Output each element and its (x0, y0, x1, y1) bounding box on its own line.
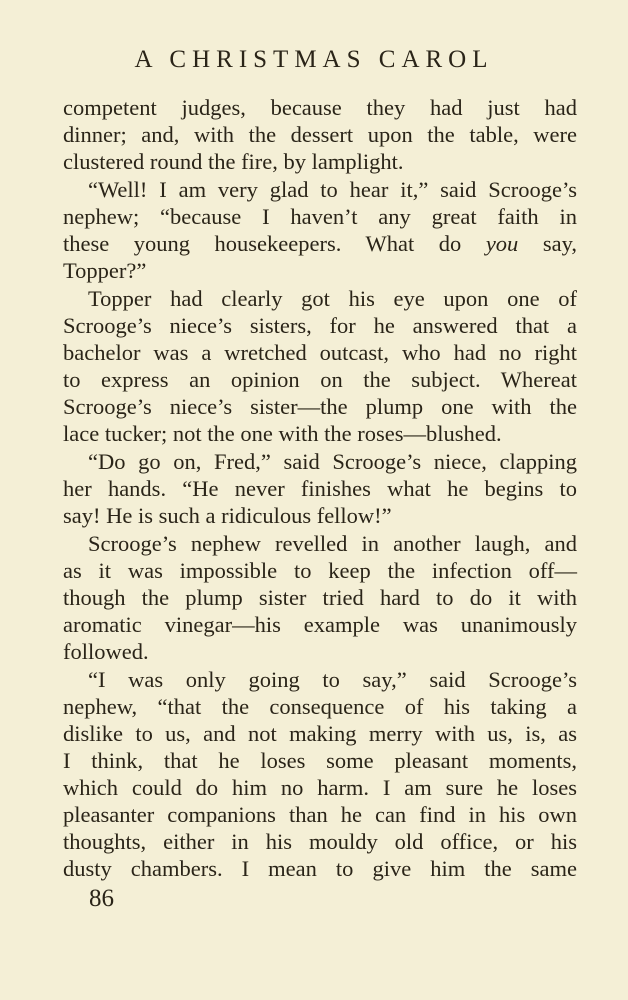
text-line: Topper?” (63, 258, 147, 283)
text-segment: these young housekeepers. What do (63, 231, 462, 256)
text-line: nephew; “because I haven’t any great faith in (63, 204, 577, 229)
text-line: aromatic vinegar—his example was unanimously (63, 612, 577, 637)
text-line: pleasanter companions than he can find in his own (63, 802, 577, 827)
text-line: say! He is such a ridiculous fellow!” (63, 503, 392, 528)
text-line: Topper had clearly got his eye upon one of (88, 286, 577, 311)
page-number: 86 (89, 885, 114, 912)
text-line: Scrooge’s nephew revelled in another laugh, and (88, 531, 577, 556)
text-line: competent judges, because they had just had (63, 95, 577, 120)
text-line (63, 230, 577, 257)
text-line: as it was impossible to keep the infection off— (63, 558, 577, 583)
italic-emphasis: you (485, 231, 519, 256)
text-line: “Well! I am very glad to hear it,” said Scrooge’s (88, 177, 577, 202)
text-line: dislike to us, and not making merry with us, is, as (63, 721, 577, 746)
text-line: clustered round the fire, by lamplight. (63, 149, 404, 174)
text-line: to express an opinion on the subject. Whereat (63, 367, 577, 392)
text-line: I think, that he loses some pleasant moments, (63, 748, 577, 773)
text-line: dinner; and, with the dessert upon the table, were (63, 122, 577, 147)
text-line: Scrooge’s niece’s sisters, for he answered that a (63, 313, 577, 338)
text-line: followed. (63, 639, 149, 664)
text-line: “Do go on, Fred,” said Scrooge’s niece, clapping (88, 449, 577, 474)
text-line: “I was only going to say,” said Scrooge’s (88, 667, 577, 692)
text-line: nephew, “that the consequence of his taking a (63, 694, 577, 719)
text-segment: say, (542, 231, 578, 256)
text-line: thoughts, either in his mouldy old office, or his (63, 829, 577, 854)
text-line: Scrooge’s niece’s sister—the plump one with the (63, 394, 577, 419)
text-line: bachelor was a wretched outcast, who had no right (63, 340, 577, 365)
running-head: A CHRISTMAS CAROL (134, 46, 494, 73)
text-line: lace tucker; not the one with the roses—blushed. (63, 421, 502, 446)
text-line: dusty chambers. I mean to give him the same (63, 856, 577, 881)
text-line: her hands. “He never finishes what he begins to (63, 476, 577, 501)
text-line: though the plump sister tried hard to do it with (63, 585, 577, 610)
text-line: which could do him no harm. I am sure he loses (63, 775, 577, 800)
